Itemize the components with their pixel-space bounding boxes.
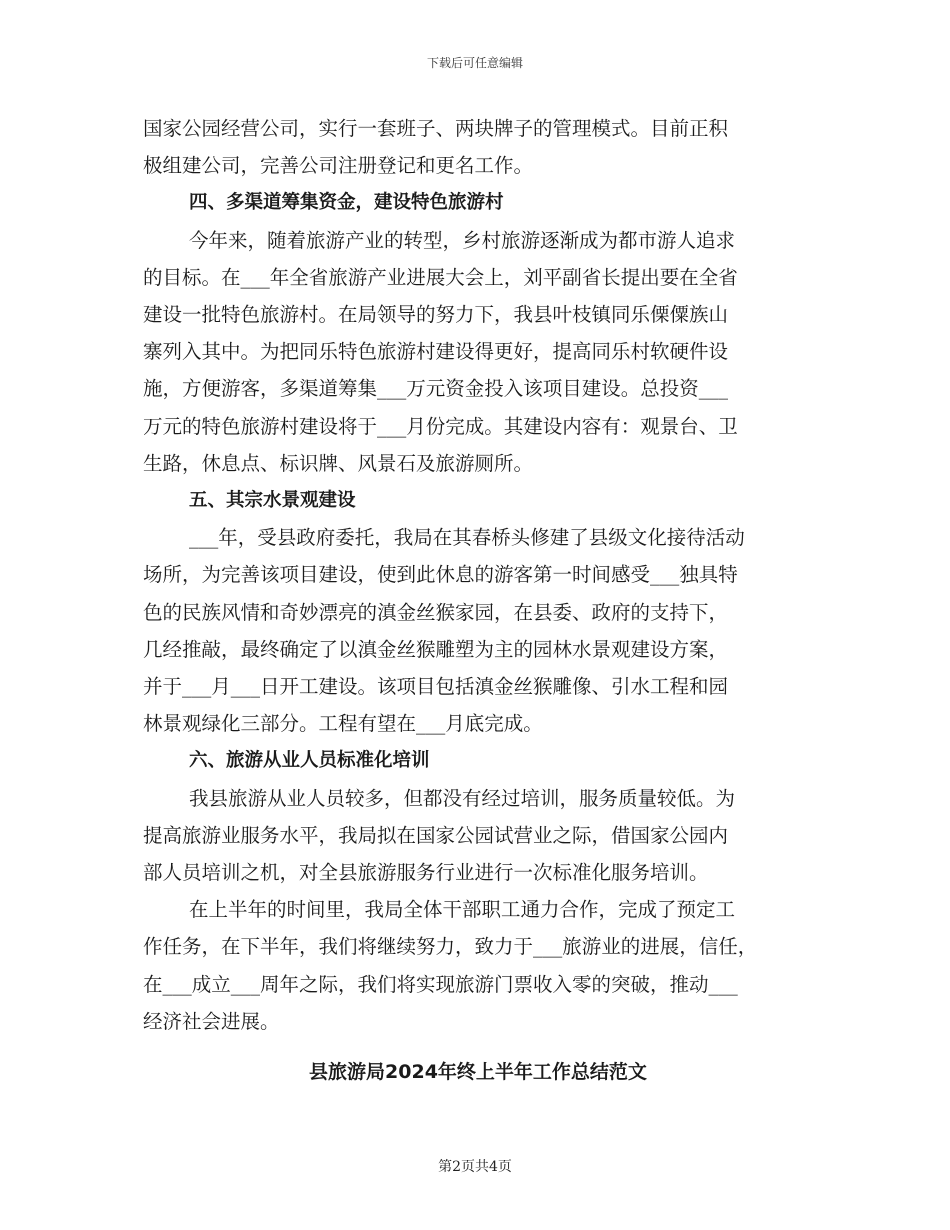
header-note: 下载后可任意编辑 [426,56,523,70]
body-line: 国家公园经营公司，实行一套班子、两块牌子的管理模式。目前正积 [143,117,729,140]
body-line: 并于___月___日开工建设。该项目包括滇金丝猴雕像、引水工程和园 [143,675,729,699]
document-body [143,110,813,1091]
body-line: 我县旅游从业人员较多，但都没有经过培训，服务质量较低。为 [189,786,736,810]
body-line: 建设一批特色旅游村。在局领导的努力下，我县叶枝镇同乐傈僳族山 [143,303,729,327]
body-line: 施，方便游客，多渠道筹集___万元资金投入该项目建设。总投资___ [143,377,729,401]
body-line: 色的民族风情和奇妙漂亮的滇金丝猴家园，在县委、政府的支持下， [143,600,729,624]
body-line: ___年，受县政府委托，我局在其春桥头修建了县级文化接待活动 [189,526,745,550]
body-line: 林景观绿化三部分。工程有望在___月底完成。 [143,712,543,736]
section-heading: 五、其宗水景观建设 [189,490,356,512]
body-line: 部人员培训之机，对全县旅游服务行业进行一次标准化服务培训。 [143,861,709,885]
page-number: 第2页共4页 [438,1159,512,1175]
body-line: 在___成立___周年之际，我们将实现旅游门票收入零的突破，推动___ [143,972,738,996]
body-line: 作任务，在下半年，我们将继续努力，致力于___旅游业的进展，信任， [143,935,758,959]
document-title: 县旅游局2024年终上半年工作总结范文 [309,1061,647,1084]
section-heading: 四、多渠道筹集资金，建设特色旅游村 [189,192,504,214]
section-heading: 六、旅游从业人员标准化培训 [189,750,430,772]
body-line: 几经推敲，最终确定了以滇金丝猴雕塑为主的园林水景观建设方案， [143,637,729,661]
body-line: 生路，休息点、标识牌、风景石及旅游厕所。 [143,451,534,475]
body-line: 场所，为完善该项目建设，使到此休息的游客第一时间感受___独具特 [143,563,738,587]
body-line: 万元的特色旅游村建设将于___月份完成。其建设内容有：观景台、卫 [143,414,738,438]
body-line: 寨列入其中。为把同乐特色旅游村建设得更好，提高同乐村软硬件设 [143,340,729,364]
body-line: 在上半年的时间里，我局全体干部职工通力合作，完成了预定工 [189,898,736,922]
body-line: 的目标。在___年全省旅游产业进展大会上，刘平副省长提出要在全省 [143,265,738,289]
body-line: 经济社会进展。 [143,1009,280,1033]
body-line: 今年来，随着旅游产业的转型，乡村旅游逐渐成为都市游人追求 [189,228,736,252]
body-line: 提高旅游业服务水平，我局拟在国家公园试营业之际，借国家公园内 [143,823,729,847]
body-line: 极组建公司，完善公司注册登记和更名工作。 [143,154,534,178]
